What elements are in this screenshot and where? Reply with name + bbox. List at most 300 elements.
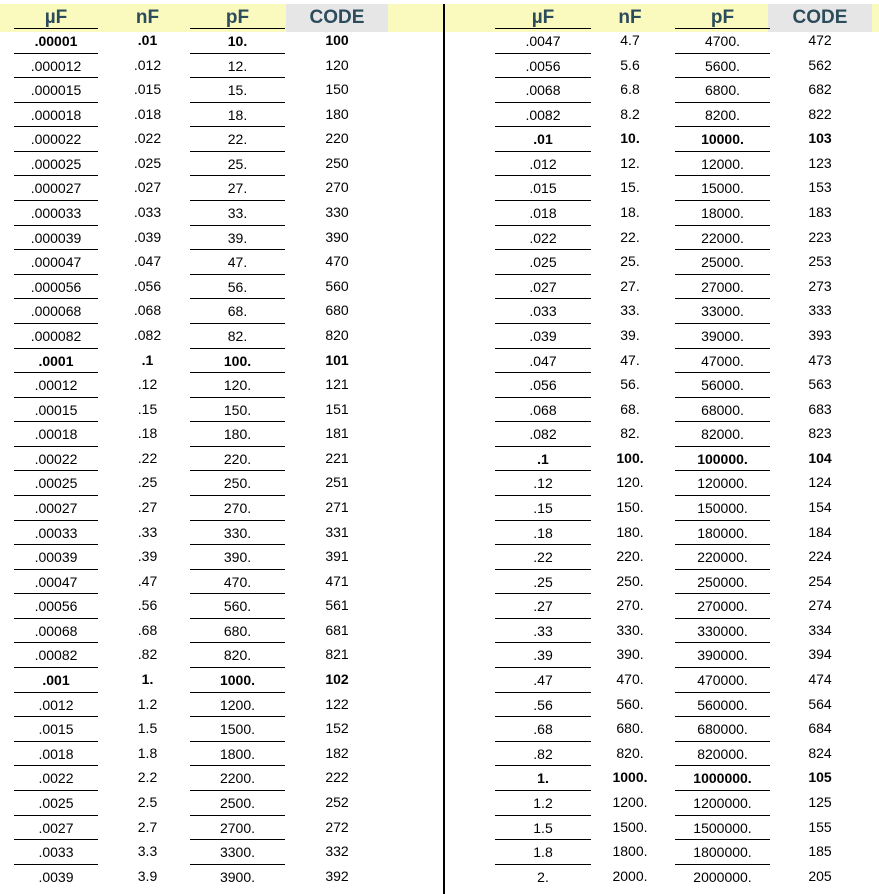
table-row (447, 520, 879, 545)
header-pf: pF (710, 7, 735, 28)
table-row (0, 716, 440, 741)
uf-cell: .12 (495, 470, 591, 496)
pf-cell: 270. (190, 495, 285, 521)
code-cell: 683 (808, 400, 832, 417)
code-cell: 181 (325, 425, 349, 442)
uf-cell: .39 (495, 642, 591, 668)
pf-cell: 39000. (675, 323, 770, 349)
table-row (447, 249, 879, 274)
uf-cell: .00033 (14, 520, 98, 546)
nf-cell: .01 (137, 32, 158, 48)
uf-cell: .68 (495, 716, 591, 742)
code-cell: 104 (808, 449, 832, 466)
table-row (0, 790, 440, 815)
nf-cell: 1.2 (137, 695, 158, 712)
pf-cell: 8200. (675, 102, 770, 128)
nf-cell: .068 (133, 302, 162, 319)
pf-cell: 2500. (190, 790, 285, 816)
table-row (447, 692, 879, 717)
nf-cell: 1. (141, 671, 154, 688)
pf-cell: 470. (190, 569, 285, 595)
table-row (0, 618, 440, 643)
pf-cell: 12000. (675, 151, 770, 177)
table-row (0, 102, 440, 127)
table-row (0, 520, 440, 545)
pf-cell: 12. (190, 53, 285, 79)
table-row (447, 200, 879, 225)
table-row (447, 28, 879, 53)
table-row (447, 741, 879, 766)
uf-cell: .27 (495, 593, 591, 619)
table-row (0, 151, 440, 176)
uf-cell: .047 (495, 348, 591, 374)
table-row (0, 298, 440, 323)
uf-cell: .000022 (14, 126, 98, 152)
pf-cell: 470000. (675, 667, 770, 693)
pf-cell: 1200000. (675, 790, 770, 816)
header-nf: nF (618, 7, 642, 28)
pf-cell: 68000. (675, 397, 770, 423)
code-cell: 564 (808, 695, 832, 712)
table-row (447, 815, 879, 840)
pf-cell: 180000. (675, 520, 770, 546)
code-cell: 684 (808, 720, 832, 737)
pf-cell: 3900. (190, 864, 285, 890)
uf-cell: .0082 (495, 102, 591, 128)
uf-cell: .18 (495, 520, 591, 546)
nf-cell: 1200. (612, 793, 648, 810)
pf-cell: 120. (190, 372, 285, 398)
table-row (447, 569, 879, 594)
code-cell: 122 (325, 695, 349, 712)
code-cell: 151 (325, 400, 349, 417)
pf-cell: 330000. (675, 618, 770, 644)
nf-cell: 5.6 (620, 56, 640, 73)
table-row (447, 298, 879, 323)
table-row (0, 126, 440, 151)
code-cell: 560 (325, 277, 349, 294)
code-cell: 470 (325, 253, 349, 270)
table-row (0, 274, 440, 299)
table-row (447, 323, 879, 348)
code-cell: 184 (808, 523, 832, 540)
uf-cell: .000025 (14, 151, 98, 177)
right-rows (447, 28, 879, 888)
pf-cell: 15000. (675, 175, 770, 201)
uf-cell: .82 (495, 741, 591, 767)
table-row (0, 397, 440, 422)
code-cell: 220 (325, 130, 349, 147)
nf-cell: .082 (133, 326, 162, 343)
table-row (0, 175, 440, 200)
code-cell: 680 (325, 302, 349, 319)
pf-cell: 47000. (675, 348, 770, 374)
nf-cell: 2.7 (137, 818, 158, 835)
code-cell: 472 (808, 32, 832, 48)
pf-cell: 15. (190, 77, 285, 103)
uf-cell: 1.5 (495, 815, 591, 841)
uf-cell: .000018 (14, 102, 98, 128)
code-cell: 121 (325, 376, 349, 393)
pf-cell: 33000. (675, 298, 770, 324)
table-row (0, 495, 440, 520)
code-cell: 222 (325, 769, 349, 786)
nf-cell: 68. (620, 400, 640, 417)
pf-cell: 390000. (675, 642, 770, 668)
nf-cell: .1 (141, 351, 154, 368)
code-cell: 332 (325, 843, 349, 860)
code-cell: 250 (325, 154, 349, 171)
nf-cell: 47. (620, 351, 640, 368)
pf-cell: 82000. (675, 421, 770, 447)
code-cell: 330 (325, 204, 349, 221)
pf-cell: 680000. (675, 716, 770, 742)
pf-cell: 27000. (675, 274, 770, 300)
code-cell: 251 (325, 474, 349, 491)
pf-cell: 560. (190, 593, 285, 619)
pf-cell: 1000000. (675, 765, 770, 791)
uf-cell: .0068 (495, 77, 591, 103)
pf-cell: 680. (190, 618, 285, 644)
uf-cell: .000039 (14, 225, 98, 251)
pf-cell: 1500. (190, 716, 285, 742)
uf-cell: 1. (495, 765, 591, 791)
table-row (447, 470, 879, 495)
table-row (447, 274, 879, 299)
nf-cell: .022 (133, 130, 162, 147)
table-row (0, 839, 440, 864)
code-cell: 334 (808, 621, 832, 638)
code-cell: 473 (808, 351, 832, 368)
uf-cell: .0047 (495, 28, 591, 54)
table-row (447, 618, 879, 643)
table-row (447, 593, 879, 618)
nf-cell: 6.8 (620, 81, 640, 98)
pf-cell: 56000. (675, 372, 770, 398)
code-cell: 124 (808, 474, 832, 491)
uf-cell: .068 (495, 397, 591, 423)
nf-cell: 150. (616, 498, 644, 515)
nf-cell: 39. (620, 326, 640, 343)
nf-cell: 180. (616, 523, 644, 540)
table-row (447, 126, 879, 151)
code-cell: 120 (325, 56, 349, 73)
pf-cell: 560000. (675, 692, 770, 718)
code-cell: 824 (808, 744, 832, 761)
code-cell: 272 (325, 818, 349, 835)
code-cell: 681 (325, 621, 349, 638)
nf-cell: .047 (133, 253, 162, 270)
table-row (447, 421, 879, 446)
table-row (0, 348, 440, 373)
nf-cell: .018 (133, 105, 162, 122)
code-cell: 254 (808, 572, 832, 589)
pf-cell: 1200. (190, 692, 285, 718)
uf-cell: .000082 (14, 323, 98, 349)
uf-cell: .00068 (14, 618, 98, 644)
code-cell: 100 (325, 32, 349, 48)
code-cell: 563 (808, 376, 832, 393)
uf-cell: .47 (495, 667, 591, 693)
left-rows (0, 28, 440, 888)
nf-cell: 270. (616, 597, 644, 614)
uf-cell: .00047 (14, 569, 98, 595)
uf-cell: .00082 (14, 642, 98, 668)
nf-cell: 82. (620, 425, 640, 442)
code-cell: 102 (325, 671, 349, 688)
pf-cell: 82. (190, 323, 285, 349)
uf-cell: .018 (495, 200, 591, 226)
uf-cell: .000015 (14, 77, 98, 103)
pf-cell: 150. (190, 397, 285, 423)
pf-cell: 820. (190, 642, 285, 668)
pf-cell: 4700. (675, 28, 770, 54)
table-row (0, 225, 440, 250)
table-row (447, 397, 879, 422)
code-cell: 182 (325, 744, 349, 761)
code-cell: 562 (808, 56, 832, 73)
pf-cell: 2000000. (675, 864, 770, 890)
code-cell: 682 (808, 81, 832, 98)
table-row (447, 716, 879, 741)
uf-cell: .00022 (14, 446, 98, 472)
code-cell: 180 (325, 105, 349, 122)
pf-cell: 150000. (675, 495, 770, 521)
nf-cell: .25 (137, 474, 158, 491)
table-row (0, 815, 440, 840)
nf-cell: 220. (616, 548, 644, 565)
table-row (0, 569, 440, 594)
pf-cell: 2700. (190, 815, 285, 841)
pf-cell: 1800. (190, 741, 285, 767)
header-pf: pF (225, 7, 250, 28)
code-cell: 253 (808, 253, 832, 270)
pf-cell: 18. (190, 102, 285, 128)
table-row (447, 151, 879, 176)
uf-cell: .000056 (14, 274, 98, 300)
table-row (447, 642, 879, 667)
uf-cell: 2. (495, 864, 591, 890)
pf-cell: 330. (190, 520, 285, 546)
code-cell: 390 (325, 228, 349, 245)
uf-cell: .082 (495, 421, 591, 447)
uf-cell: .56 (495, 692, 591, 718)
nf-cell: 1.8 (137, 744, 158, 761)
pf-cell: 68. (190, 298, 285, 324)
nf-cell: 15. (620, 179, 640, 196)
uf-cell: .15 (495, 495, 591, 521)
table-row (0, 446, 440, 471)
code-cell: 150 (325, 81, 349, 98)
nf-cell: .15 (137, 400, 158, 417)
nf-cell: .39 (137, 548, 158, 565)
pf-cell: 6800. (675, 77, 770, 103)
pf-cell: 56. (190, 274, 285, 300)
code-cell: 155 (808, 818, 832, 835)
nf-cell: 10. (620, 130, 640, 147)
uf-cell: 1.8 (495, 839, 591, 865)
code-cell: 223 (808, 228, 832, 245)
uf-cell: .0018 (14, 741, 98, 767)
code-cell: 392 (325, 867, 349, 884)
code-cell: 103 (808, 130, 832, 147)
table-row (447, 790, 879, 815)
table-row (0, 323, 440, 348)
table-row (0, 421, 440, 446)
pf-cell: 5600. (675, 53, 770, 79)
pf-cell: 220000. (675, 544, 770, 570)
pf-cell: 100. (190, 348, 285, 374)
nf-cell: 120. (616, 474, 644, 491)
table-row (447, 765, 879, 790)
code-cell: 822 (808, 105, 832, 122)
table-row (0, 692, 440, 717)
table-row (0, 667, 440, 692)
pf-cell: 270000. (675, 593, 770, 619)
table-row (447, 372, 879, 397)
table-row (447, 864, 879, 889)
table-row (447, 225, 879, 250)
nf-cell: .027 (133, 179, 162, 196)
uf-cell: .0025 (14, 790, 98, 816)
code-cell: 152 (325, 720, 349, 737)
nf-cell: 3.3 (137, 843, 158, 860)
code-cell: 221 (325, 449, 349, 466)
code-cell: 273 (808, 277, 832, 294)
code-cell: 820 (325, 326, 349, 343)
nf-cell: 12. (620, 154, 640, 171)
nf-cell: .27 (137, 498, 158, 515)
pf-cell: 1500000. (675, 815, 770, 841)
uf-cell: .001 (14, 667, 98, 693)
pf-cell: 33. (190, 200, 285, 226)
uf-cell: .00012 (14, 372, 98, 398)
uf-cell: .00025 (14, 470, 98, 496)
code-cell: 105 (808, 769, 832, 786)
nf-cell: 18. (620, 204, 640, 221)
code-cell: 185 (808, 843, 832, 860)
nf-cell: 2.5 (137, 793, 158, 810)
pf-cell: 10. (190, 28, 285, 54)
header-code: CODE (768, 4, 872, 32)
uf-cell: .039 (495, 323, 591, 349)
pf-cell: 250000. (675, 569, 770, 595)
pf-cell: 39. (190, 225, 285, 251)
table-row (447, 175, 879, 200)
code-cell: 205 (808, 867, 832, 884)
nf-cell: 1.5 (137, 720, 158, 737)
uf-cell: .025 (495, 249, 591, 275)
pf-cell: 180. (190, 421, 285, 447)
table-row (447, 544, 879, 569)
table-row (447, 102, 879, 127)
header-uf: µF (531, 7, 555, 28)
table-row (0, 593, 440, 618)
nf-cell: 330. (616, 621, 644, 638)
uf-cell: .000027 (14, 175, 98, 201)
pf-cell: 25000. (675, 249, 770, 275)
nf-cell: .22 (137, 449, 158, 466)
code-cell: 270 (325, 179, 349, 196)
pf-cell: 18000. (675, 200, 770, 226)
uf-cell: .0012 (14, 692, 98, 718)
uf-cell: .033 (495, 298, 591, 324)
nf-cell: 1800. (612, 843, 648, 860)
uf-cell: .000047 (14, 249, 98, 275)
table-row (447, 53, 879, 78)
uf-cell: .00056 (14, 593, 98, 619)
table-divider (443, 4, 445, 894)
nf-cell: 100. (616, 449, 644, 466)
table-row (447, 495, 879, 520)
pf-cell: 820000. (675, 741, 770, 767)
code-cell: 391 (325, 548, 349, 565)
pf-cell: 1800000. (675, 839, 770, 865)
nf-cell: .68 (137, 621, 158, 638)
uf-cell: .015 (495, 175, 591, 201)
table-row (0, 77, 440, 102)
pf-cell: 250. (190, 470, 285, 496)
nf-cell: .47 (137, 572, 158, 589)
uf-cell: 1.2 (495, 790, 591, 816)
uf-cell: .0001 (14, 348, 98, 374)
pf-cell: 2200. (190, 765, 285, 791)
uf-cell: .0015 (14, 716, 98, 742)
uf-cell: .33 (495, 618, 591, 644)
table-row (447, 348, 879, 373)
nf-cell: 22. (620, 228, 640, 245)
table-row (0, 200, 440, 225)
nf-cell: 27. (620, 277, 640, 294)
pf-cell: 1000. (190, 667, 285, 693)
table-row (0, 544, 440, 569)
nf-cell: 560. (616, 695, 644, 712)
nf-cell: 2.2 (137, 769, 158, 786)
pf-cell: 22. (190, 126, 285, 152)
nf-cell: 820. (616, 744, 644, 761)
code-cell: 154 (808, 498, 832, 515)
nf-cell: .056 (133, 277, 162, 294)
pf-cell: 100000. (675, 446, 770, 472)
nf-cell: .039 (133, 228, 162, 245)
table-row (0, 642, 440, 667)
code-cell: 274 (808, 597, 832, 614)
nf-cell: .012 (133, 56, 162, 73)
nf-cell: .015 (133, 81, 162, 98)
uf-cell: .0022 (14, 765, 98, 791)
pf-cell: 10000. (675, 126, 770, 152)
uf-cell: .000068 (14, 298, 98, 324)
nf-cell: .18 (137, 425, 158, 442)
pf-cell: 25. (190, 151, 285, 177)
pf-cell: 390. (190, 544, 285, 570)
code-cell: 333 (808, 302, 832, 319)
uf-cell: .00027 (14, 495, 98, 521)
uf-cell: .000033 (14, 200, 98, 226)
pf-cell: 120000. (675, 470, 770, 496)
uf-cell: .22 (495, 544, 591, 570)
code-cell: 252 (325, 793, 349, 810)
uf-cell: .25 (495, 569, 591, 595)
pf-cell: 47. (190, 249, 285, 275)
nf-cell: 1000. (612, 769, 648, 786)
nf-cell: 3.9 (137, 867, 158, 884)
uf-cell: .1 (495, 446, 591, 472)
nf-cell: 680. (616, 720, 644, 737)
nf-cell: .33 (137, 523, 158, 540)
table-row (0, 765, 440, 790)
code-cell: 394 (808, 646, 832, 663)
